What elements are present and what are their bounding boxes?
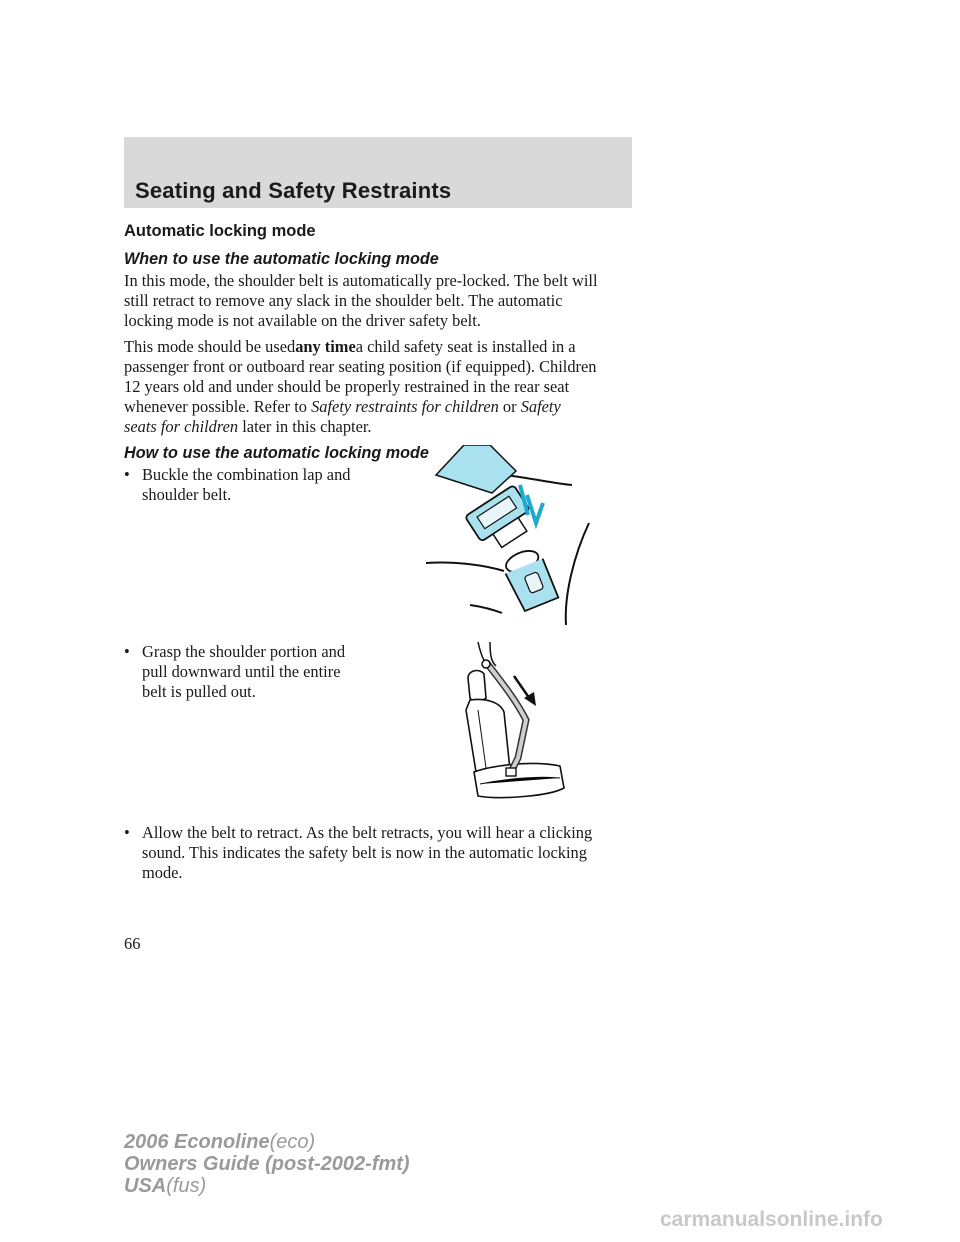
para2-or-text: or — [502, 397, 517, 416]
xref-safety-restraints-children: Safety restraints for children — [311, 397, 499, 416]
xref-safety-seats-part1: Safety — [520, 397, 561, 416]
bullet3-line1: Allow the belt to retract. As the belt retracts, you will hear a clicking — [142, 823, 593, 842]
subheading-how: How to use the automatic locking mode — [124, 444, 429, 462]
bullet3-line3: mode. — [142, 863, 183, 882]
footer-market: USA — [124, 1175, 167, 1197]
footer-market-code: (fus) — [166, 1175, 207, 1197]
footer-model-code: (eco) — [269, 1131, 316, 1153]
para2-refer-text: whenever possible. Refer to — [124, 397, 307, 416]
para2-line2: passenger front or outboard rear seating position (if equipped). Children — [124, 357, 597, 376]
bullet-dot: • — [124, 823, 130, 842]
para2-emphasis-any-time: any time — [295, 337, 356, 356]
bullet-dot: • — [124, 465, 130, 484]
xref-safety-seats-part2: seats for children — [124, 417, 239, 436]
para2-text-a: This mode should be used — [124, 337, 296, 356]
page-title: Seating and Safety Restraints — [135, 178, 452, 203]
para2-line5 — [124, 417, 372, 437]
para2-text-c: a child safety seat is installed in a — [355, 337, 576, 356]
para1-line3: locking mode is not available on the driver safety belt. — [124, 311, 481, 330]
para1-line1: In this mode, the shoulder belt is automatically pre-locked. The belt will — [124, 271, 598, 290]
subheading-when: When to use the automatic locking mode — [124, 250, 439, 268]
para2-line1 — [124, 337, 576, 357]
para2-later-text: later in this chapter. — [242, 417, 372, 436]
seat-belt-illustration — [460, 640, 570, 805]
bullet2-line1: Grasp the shoulder portion and — [142, 642, 346, 661]
page-number: 66 — [124, 934, 141, 953]
bullet2-line3: belt is pulled out. — [142, 682, 256, 701]
para2-line3: 12 years old and under should be properly restrained in the rear seat — [124, 377, 570, 396]
footer-line3 — [124, 1175, 206, 1197]
para2-line4 — [124, 397, 561, 417]
para1-line2: still retract to remove any slack in the shoulder belt. The automatic — [124, 291, 563, 310]
section-heading: Automatic locking mode — [124, 222, 316, 240]
buckle-illustration — [424, 445, 600, 630]
footer-line2: Owners Guide (post-2002-fmt) — [124, 1153, 410, 1175]
bullet3-line2: sound. This indicates the safety belt is now in the automatic locking — [142, 843, 587, 862]
bullet1-line1: Buckle the combination lap and — [142, 465, 351, 484]
footer-line1 — [124, 1131, 315, 1153]
bullet1-line2: shoulder belt. — [142, 485, 232, 504]
watermark-text: carmanualsonline.info — [660, 1208, 883, 1231]
bullet2-line2: pull downward until the entire — [142, 662, 341, 681]
bullet-dot: • — [124, 642, 130, 661]
footer-model: 2006 Econoline — [124, 1131, 270, 1153]
